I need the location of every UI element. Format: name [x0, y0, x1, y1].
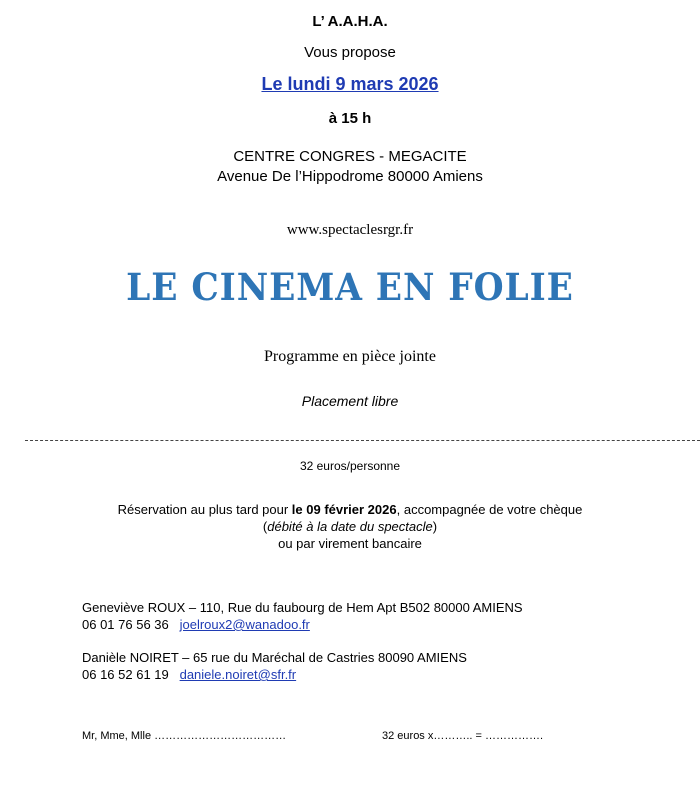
- contact-1-email-link[interactable]: joelroux2@wanadoo.fr: [179, 617, 310, 632]
- event-time: à 15 h: [328, 110, 372, 127]
- reservation-prefix: Réservation au plus tard pour: [117, 502, 292, 517]
- debit-note: débité à la date du spectacle: [267, 519, 433, 534]
- venue-address: Avenue De l’Hippodrome 80000 Amiens: [217, 168, 483, 185]
- reservation-suffix: , accompagnée de votre chèque: [396, 502, 583, 517]
- paren-open: (: [262, 519, 268, 534]
- price-per-person: 32 euros/personne: [299, 459, 401, 473]
- contact-1-phone-email: [82, 617, 310, 632]
- organizer-name: L’ A.A.H.A.: [312, 13, 388, 30]
- alt-payment-note: ou par virement bancaire: [278, 536, 422, 551]
- contact-1-address: Geneviève ROUX – 110, Rue du faubourg de Hem Apt B502 80000 AMIENS: [82, 600, 523, 615]
- contact-2-email-link[interactable]: daniele.noiret@sfr.fr: [179, 667, 297, 682]
- reservation-deadline-line: [0, 502, 700, 517]
- paren-close: ): [432, 519, 438, 534]
- website-link[interactable]: www.spectaclesrgr.fr: [286, 222, 414, 238]
- debit-note-line: [0, 519, 700, 534]
- intro-text: Vous propose: [304, 44, 396, 61]
- show-title: LE CINEMA EN FOLIE: [126, 265, 574, 309]
- contact-2-address: Danièle NOIRET – 65 rue du Maréchal de Castries 80090 AMIENS: [82, 650, 467, 665]
- contact-2-phone-email: [82, 667, 296, 682]
- contact-2-phone: 06 16 52 61 19: [82, 667, 169, 682]
- reservation-deadline: le 09 février 2026: [291, 502, 397, 517]
- cut-line-divider: [25, 440, 700, 441]
- contact-1-phone: 06 01 76 56 36: [82, 617, 169, 632]
- form-quantity-field: 32 euros x……….. = …………….: [382, 730, 544, 742]
- venue-name: CENTRE CONGRES - MEGACITE: [233, 148, 467, 165]
- form-name-field: Mr, Mme, Mlle ………………………………: [82, 730, 287, 742]
- event-date: Le lundi 9 mars 2026: [261, 74, 439, 94]
- programme-note: Programme en pièce jointe: [264, 348, 436, 365]
- seating-note: Placement libre: [301, 393, 399, 409]
